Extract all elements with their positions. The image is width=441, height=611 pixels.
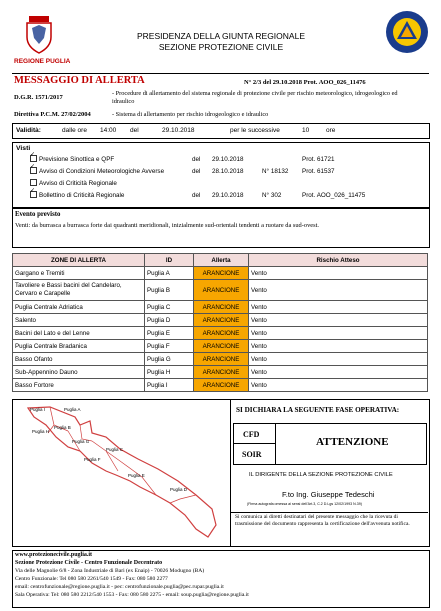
zone-risk: Vento [249, 340, 428, 353]
zone-id: Puglia C [145, 301, 194, 314]
visti-prot: Prot. 61537 [302, 168, 335, 175]
validity-hours: 10 [302, 127, 310, 134]
table-row [13, 301, 428, 314]
visti-checkbox [30, 155, 37, 162]
dirigente-title: IL DIRIGENTE DELLA SEZIONE PROTEZIONE CIVILE [249, 472, 393, 478]
col-id: ID [145, 254, 194, 267]
direttiva-text: - Sistema di allertamento per rischio idrogeologico e idraulico [112, 111, 269, 118]
validity-del-label: del [130, 127, 139, 134]
zone-name: Basso Fortore [13, 379, 145, 392]
map-label-a: Puglia A [64, 407, 81, 412]
validity-hour: 14:00 [100, 127, 117, 134]
table-row [13, 327, 428, 340]
visti-del: del [192, 168, 201, 175]
direttiva-label: Direttiva P.C.M. 27/02/2004 [14, 111, 91, 118]
zone-id: Puglia I [145, 379, 194, 392]
validity-next-label: per le successive [230, 127, 280, 134]
visti-date: 29.10.2018 [212, 156, 244, 163]
zone-name: Salento [13, 314, 145, 327]
validity-label: Validità: [16, 127, 41, 134]
communication-text: Si comunica ai diretti destinatari del presente messaggio che la ricevuta di trasmissione del documento rappresenta la certificazione dell'avvenuta notifica. [235, 514, 410, 527]
col-zone: ZONE DI ALLERTA [13, 254, 145, 267]
visti-item [30, 180, 420, 190]
message-title: MESSAGGIO DI ALLERTA [14, 75, 145, 86]
dgr-text: - Procedure di allertamento del sistema regionale di protezione civile per rischio meteorologico, idrogeologico ed idraulico [112, 90, 398, 105]
zone-alert: ARANCIONE [194, 366, 249, 379]
visti-label: Avviso di Criticità Regionale [39, 180, 117, 187]
zone-risk: Vento [249, 301, 428, 314]
zone-id: Puglia E [145, 327, 194, 340]
visti-date: 28.10.2018 [212, 168, 244, 175]
visti-date: 29.10.2018 [212, 192, 244, 199]
zone-alert: ARANCIONE [194, 327, 249, 340]
map-label-e: Puglia E [128, 473, 145, 478]
evento-text: Venti: da burrasca a burrasca forte dai quadranti meridionali, inizialmente sud-orientali tendenti a ruotare da sud-ovest. [15, 222, 319, 229]
message-number: N° 2/3 del 29.10.2018 Prot. AOO_026_11476 [244, 79, 366, 86]
footer-website[interactable]: www.protezionecivile.puglia.it [15, 552, 93, 558]
dirigente-note: (Firma autografa omessa ai sensi dell'Art.3, C.2 D.Lgs 12/02/1993 N.39) [247, 502, 362, 506]
region-logo [16, 14, 62, 56]
map-label-g: Puglia G [72, 439, 90, 444]
visti-label: Previsione Sinottica e QPF [39, 156, 115, 163]
visti-del: del [192, 192, 201, 199]
col-risk: Rischio Atteso [249, 254, 428, 267]
table-row [13, 267, 428, 280]
zone-alert: ARANCIONE [194, 314, 249, 327]
puglia-map [20, 403, 225, 543]
visti-label: Bollettino di Criticità Regionale [39, 192, 125, 199]
zone-name: Gargano e Tremiti [13, 267, 145, 280]
map-label-f: Puglia F [84, 457, 101, 462]
visti-num: N° 18132 [262, 168, 289, 175]
zone-id: Puglia F [145, 340, 194, 353]
zone-id: Puglia H [145, 366, 194, 379]
zone-alert: ARANCIONE [194, 379, 249, 392]
zone-name: Puglia Centrale Adriatica [13, 301, 145, 314]
visti-checkbox [30, 179, 37, 186]
zone-name: Sub-Appennino Dauno [13, 366, 145, 379]
zone-risk: Vento [249, 267, 428, 280]
zone-table [12, 253, 428, 392]
col-alert: Allerta [194, 254, 249, 267]
zone-id: Puglia D [145, 314, 194, 327]
fase-phase: ATTENZIONE [316, 436, 389, 448]
map-label-h: Puglia H [32, 429, 50, 434]
zone-alert: ARANCIONE [194, 301, 249, 314]
zone-alert: ARANCIONE [194, 280, 249, 301]
visti-item [30, 168, 420, 178]
visti-checkbox [30, 191, 37, 198]
table-row [13, 353, 428, 366]
header-title-2: SEZIONE PROTEZIONE CIVILE [158, 42, 284, 52]
dirigente-signed: F.to Ing. Giuseppe Tedeschi [282, 490, 375, 499]
zone-alert: ARANCIONE [194, 340, 249, 353]
map-label-d: Puglia D [170, 487, 188, 492]
zone-name: Puglia Centrale Bradanica [13, 340, 145, 353]
zone-risk: Vento [249, 314, 428, 327]
visti-prot: Prot. 61721 [302, 156, 335, 163]
zone-risk: Vento [249, 327, 428, 340]
zone-id: Puglia G [145, 353, 194, 366]
zone-table-header [13, 254, 428, 267]
protezione-civile-seal [385, 10, 429, 54]
map-label-i: Puglia I [30, 407, 46, 412]
visti-item [30, 156, 420, 166]
header-title-1: PRESIDENZA DELLA GIUNTA REGIONALE [136, 31, 305, 41]
zone-name: Bacini del Lato e del Lenne [13, 327, 145, 340]
footer-center: Sezione Protezione Civile - Centro Funzionale Decentrato [15, 560, 163, 566]
zone-name: Basso Ofanto [13, 353, 145, 366]
zone-id: Puglia B [145, 280, 194, 301]
visti-prot: Prot. AOO_026_11475 [302, 192, 366, 199]
visti-checkbox [30, 167, 37, 174]
zone-risk: Vento [249, 353, 428, 366]
validity-from-label: dalle ore [62, 127, 87, 134]
map-label-b: Puglia B [54, 425, 71, 430]
zone-risk: Vento [249, 366, 428, 379]
table-row [13, 366, 428, 379]
visti-title: Visti [16, 145, 31, 152]
footer-emails[interactable]: email: centrofunzionale@regione.puglia.it - pec: centrofunzionale.puglia@pec.rupar.puglia.it [15, 584, 224, 590]
visti-del: del [192, 156, 201, 163]
zone-alert: ARANCIONE [194, 267, 249, 280]
fase-cfd: CFD [243, 430, 260, 439]
footer-phones: Centro Funzionale: Tel 080 580 2261/540 1549 - Fax: 080 580 2277 [15, 576, 168, 582]
validity-date: 29.10.2018 [162, 127, 195, 134]
footer-sala[interactable]: Sala Operativa: Tel: 080 580 2212/540 1553 - Fax: 080 580 2275 - email: soup.puglia@regione.puglia.it [15, 592, 249, 598]
footer-address: Via delle Magnolie 6/8 - Zona Industriale di Bari (ex Enaip) - 70026 Modugno (BA) [15, 568, 205, 574]
zone-id: Puglia A [145, 267, 194, 280]
evento-title: Evento previsto [15, 211, 61, 218]
zone-risk: Vento [249, 379, 428, 392]
zone-name: Tavoliere e Bassi bacini del Candelaro, Cervaro e Carapelle [13, 280, 145, 301]
table-row [13, 379, 428, 392]
table-row [13, 314, 428, 327]
region-label: REGIONE PUGLIA [14, 58, 71, 65]
visti-label: Avviso di Condizioni Meteorologiche Avverse [39, 168, 165, 175]
validity-ore: ore [326, 127, 336, 134]
table-row [13, 340, 428, 353]
fase-title: SI DICHIARA LA SEGUENTE FASE OPERATIVA: [236, 406, 400, 414]
dgr-label: D.G.R. 1571/2017 [14, 94, 63, 101]
fase-soir: SOIR [242, 450, 262, 459]
table-row [13, 280, 428, 301]
zone-alert: ARANCIONE [194, 353, 249, 366]
visti-item [30, 192, 420, 202]
zone-risk: Vento [249, 280, 428, 301]
visti-num: N° 302 [262, 192, 282, 199]
map-label-c: Puglia C [106, 447, 124, 452]
